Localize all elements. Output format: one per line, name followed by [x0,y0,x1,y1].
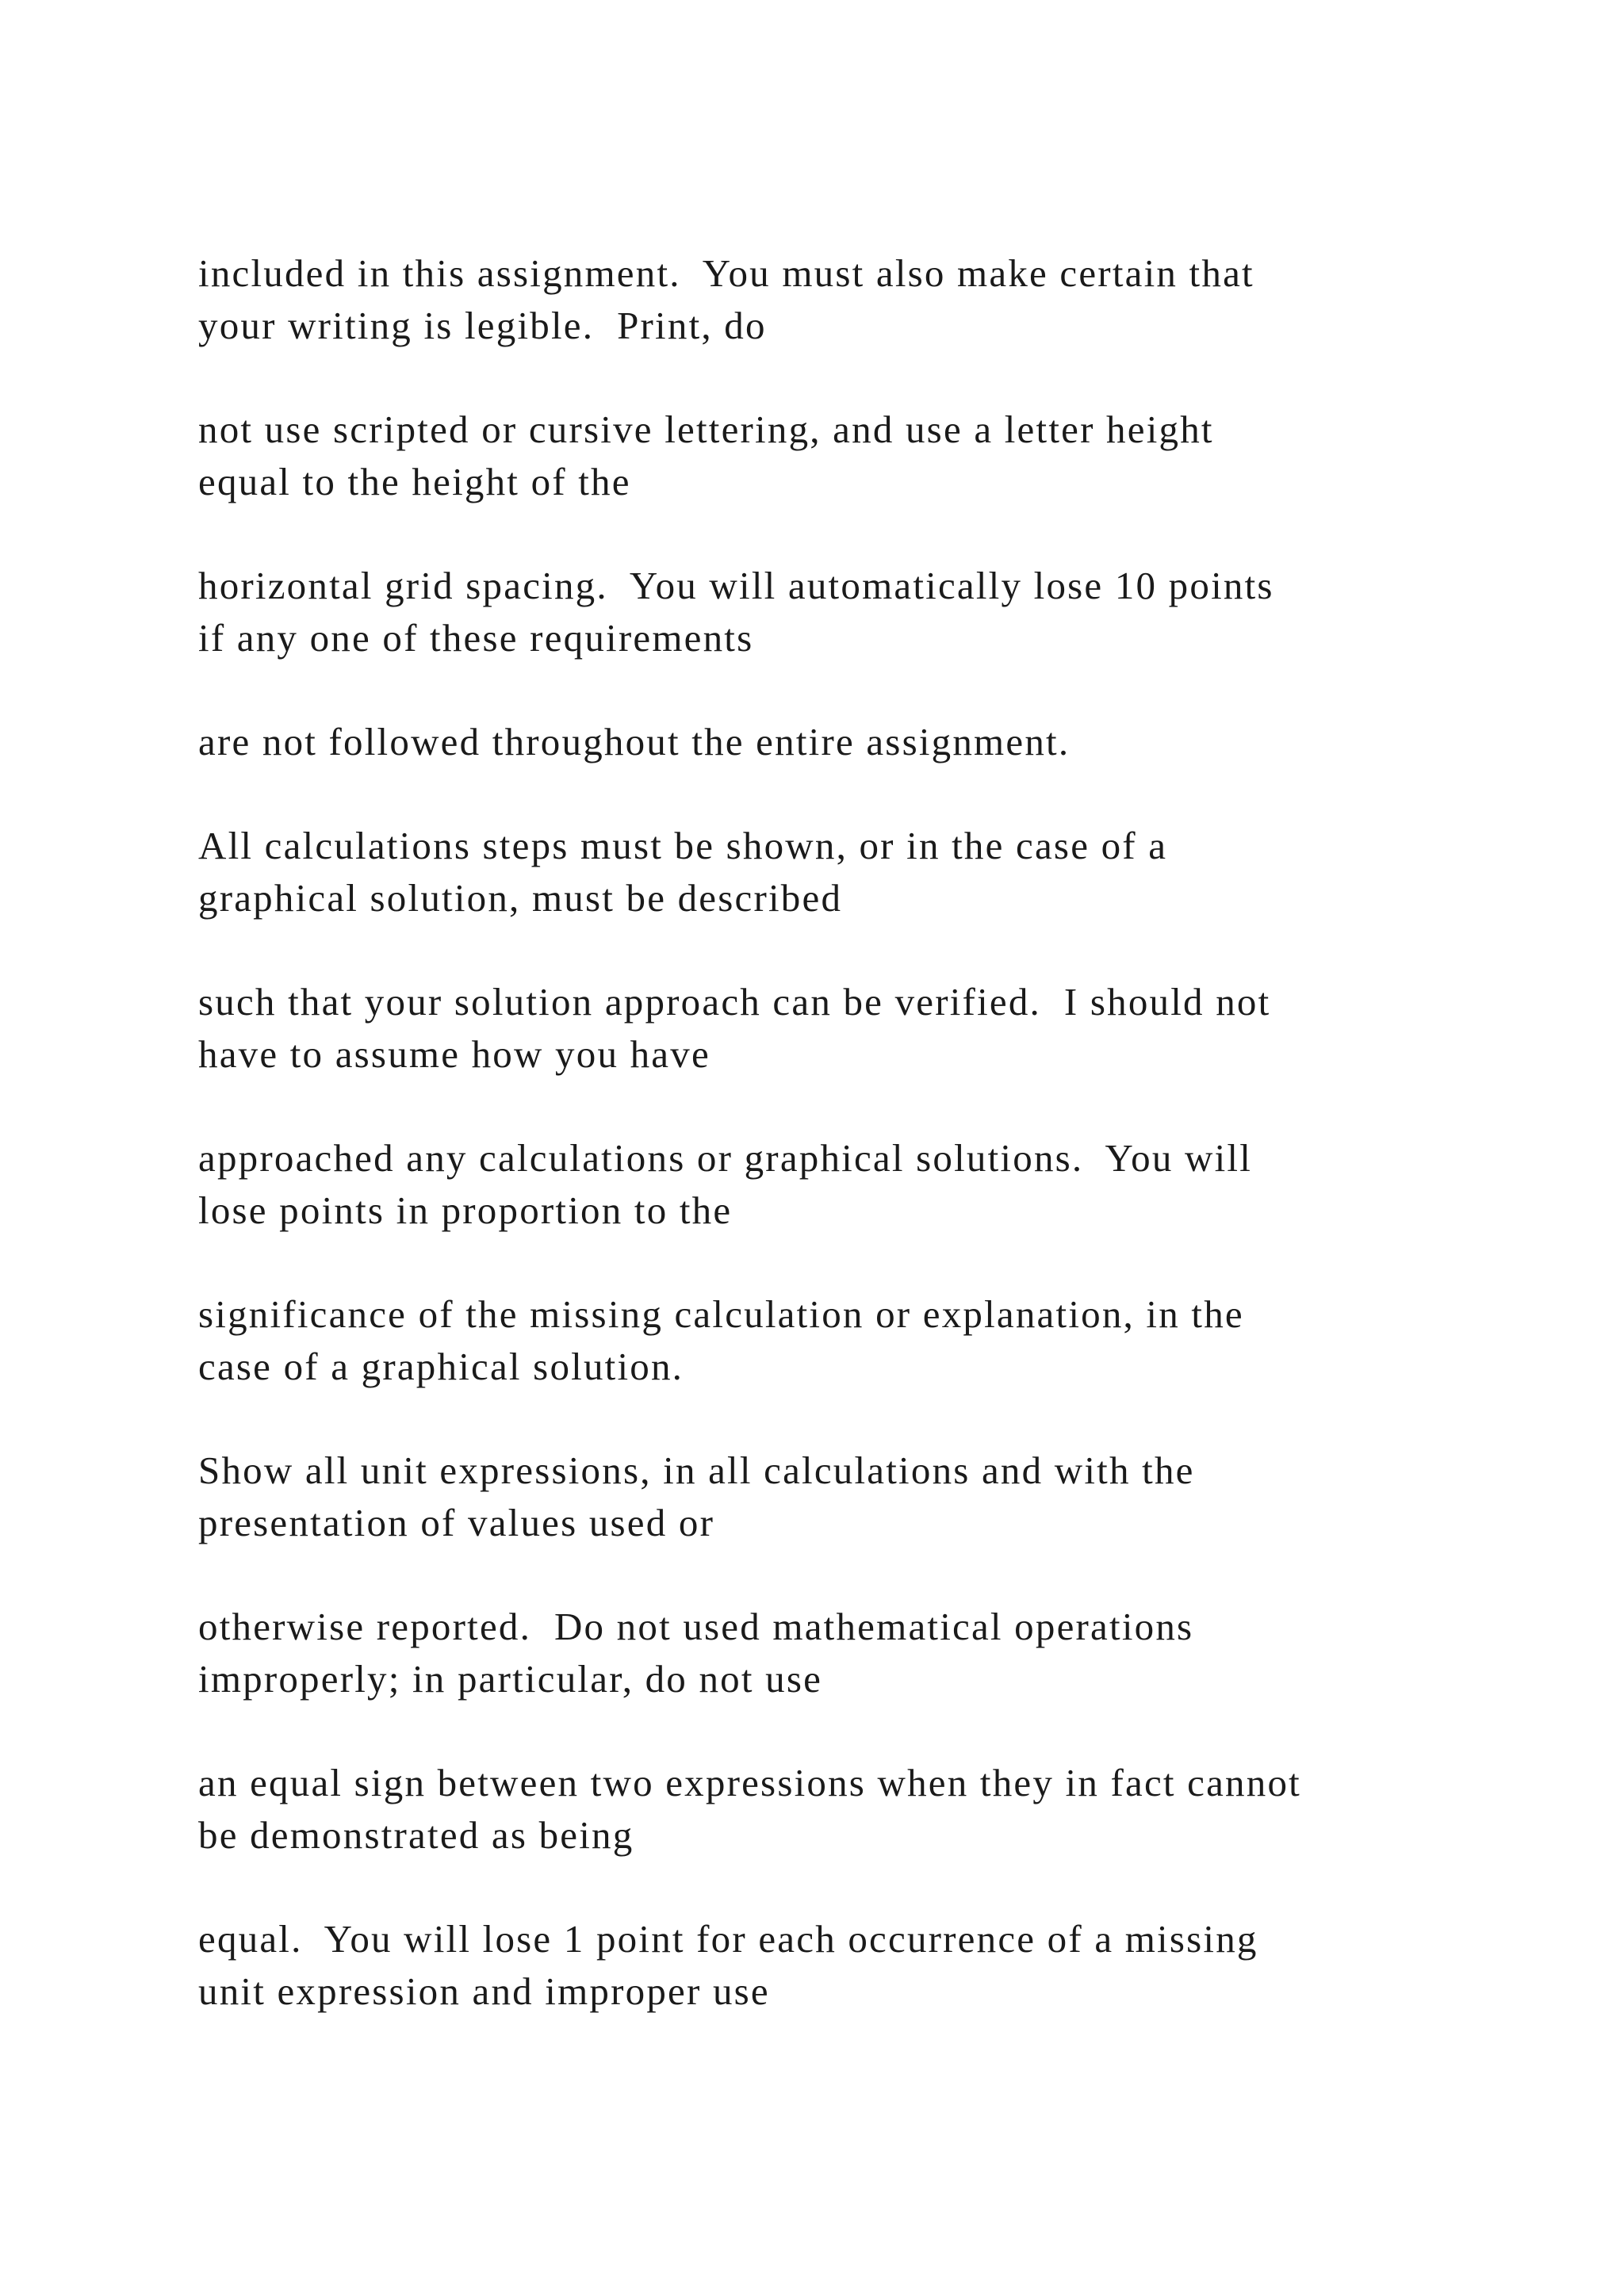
paragraph [198,976,1546,1081]
paragraph [198,1445,1546,1549]
text-line: improperly; in particular, do not use [198,1657,823,1701]
paragraph [198,1132,1546,1237]
text-line: if any one of these requirements [198,616,754,660]
document-body [198,247,1546,2069]
text-line: presentation of values used or [198,1501,715,1544]
text-line: not use scripted or cursive lettering, and use a letter height [198,408,1214,451]
paragraph [198,560,1546,664]
paragraph [198,716,1546,768]
text-line: equal to the height of the [198,460,631,503]
text-line: unit expression and improper use [198,1969,770,2013]
text-line: equal. You will lose 1 point for each occurrence of a missing [198,1917,1258,1961]
text-line: your writing is legible. Print, do [198,304,767,347]
paragraph [198,404,1546,508]
text-line: Show all unit expressions, in all calculations and with the [198,1448,1195,1492]
text-line: be demonstrated as being [198,1813,634,1857]
paragraph [198,1288,1546,1393]
text-line: such that your solution approach can be verified. I should not [198,980,1271,1024]
text-line: All calculations steps must be shown, or in the case of a [198,824,1168,867]
paragraph [198,1913,1546,2018]
paragraph [198,247,1546,352]
text-line: lose points in proportion to the [198,1188,733,1232]
paragraph [198,1757,1546,1862]
text-line: have to assume how you have [198,1032,710,1076]
text-line: horizontal grid spacing. You will automatically lose 10 points [198,564,1274,607]
text-line: an equal sign between two expressions when they in fact cannot [198,1761,1301,1804]
text-line: case of a graphical solution. [198,1345,684,1388]
paragraph [198,1601,1546,1705]
paragraph [198,820,1546,924]
text-line: significance of the missing calculation or explanation, in the [198,1292,1244,1336]
text-line: are not followed throughout the entire assignment. [198,720,1071,763]
text-line: otherwise reported. Do not used mathematical operations [198,1605,1194,1648]
text-line: approached any calculations or graphical solutions. You will [198,1136,1253,1180]
text-line: included in this assignment. You must also make certain that [198,251,1254,295]
text-line: graphical solution, must be described [198,876,843,920]
